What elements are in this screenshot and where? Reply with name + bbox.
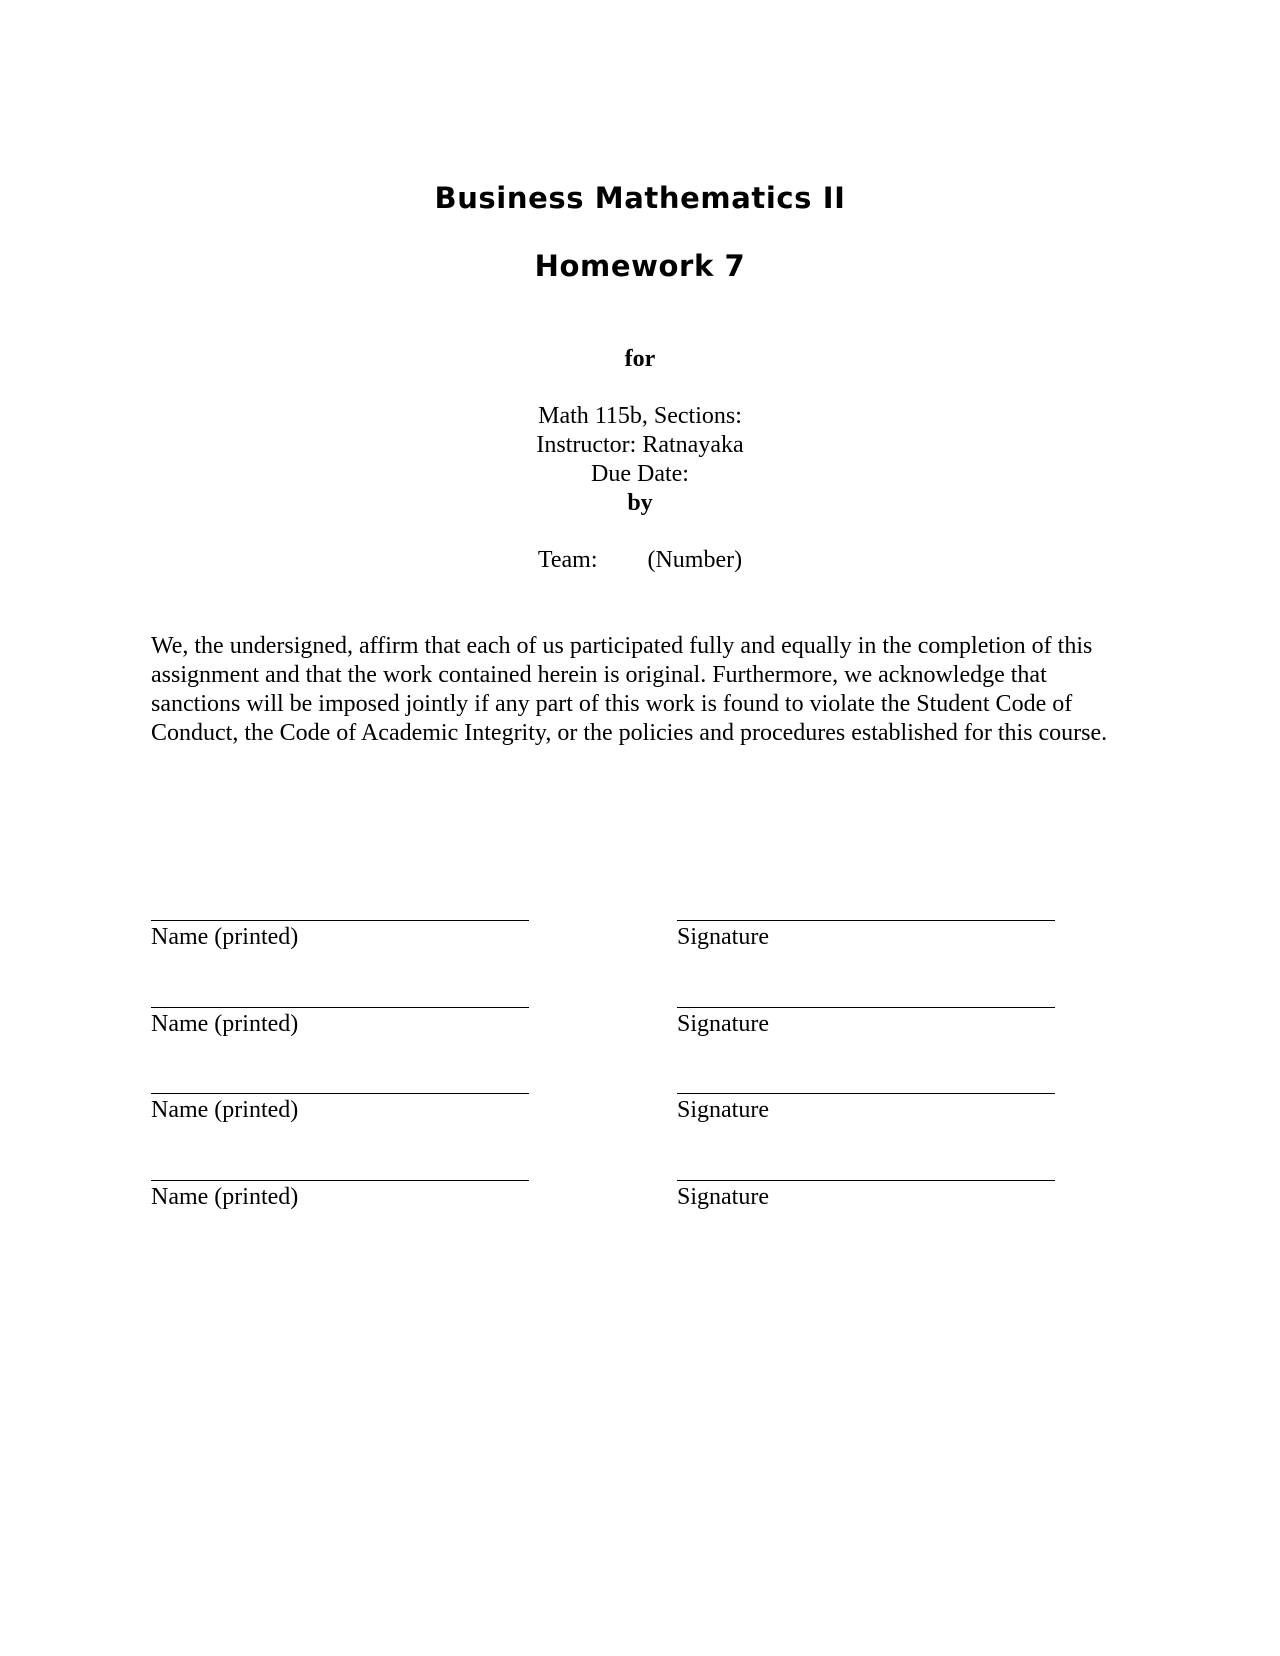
course-info (0, 402, 1280, 518)
document-title: Business Mathematics II (434, 181, 846, 215)
signature-field (677, 983, 1057, 1039)
team-line (0, 546, 1280, 575)
signature-label: Signature (677, 924, 769, 950)
signature-row (151, 896, 1051, 956)
name-field (151, 1069, 531, 1125)
signature-blank-line[interactable] (677, 896, 1055, 921)
name-blank-line[interactable] (151, 1069, 529, 1094)
for-label: for (624, 346, 656, 372)
team-number-placeholder: (Number) (647, 547, 743, 573)
name-label: Name (printed) (151, 1097, 299, 1123)
signature-field (677, 1069, 1057, 1125)
name-field (151, 1156, 531, 1212)
signature-blank-line[interactable] (677, 1069, 1055, 1094)
signature-blank-line[interactable] (677, 983, 1055, 1008)
affirmation-statement: We, the undersigned, affirm that each of us participated fully and equally in the completion of this assignment and that the work contained herein is original. Furthermore, we acknowledge that sanctions will be imposed jointly if any part of this work is found to violate the Student Code of Conduct, the Code of Academic Integrity, or the policies and procedures established for this course. (151, 633, 1108, 746)
name-field (151, 983, 531, 1039)
by-label: by (627, 490, 653, 516)
name-blank-line[interactable] (151, 983, 529, 1008)
team-label: Team: (537, 547, 598, 573)
course-line: Math 115b, Sections: (538, 403, 742, 429)
name-label: Name (printed) (151, 924, 299, 950)
due-date-line: Due Date: (591, 461, 689, 487)
signature-field (677, 1156, 1057, 1212)
signature-label: Signature (677, 1011, 769, 1037)
signature-label: Signature (677, 1184, 769, 1210)
name-label: Name (printed) (151, 1184, 299, 1210)
signature-row (151, 983, 1051, 1043)
document-subtitle: Homework 7 (534, 249, 746, 283)
instructor-line: Instructor: Ratnayaka (536, 432, 744, 458)
name-label: Name (printed) (151, 1011, 299, 1037)
name-blank-line[interactable] (151, 1156, 529, 1181)
name-field (151, 896, 531, 952)
signature-label: Signature (677, 1097, 769, 1123)
signature-field (677, 896, 1057, 952)
signature-blank-line[interactable] (677, 1156, 1055, 1181)
signature-row (151, 1156, 1051, 1216)
signature-row (151, 1069, 1051, 1129)
name-blank-line[interactable] (151, 896, 529, 921)
